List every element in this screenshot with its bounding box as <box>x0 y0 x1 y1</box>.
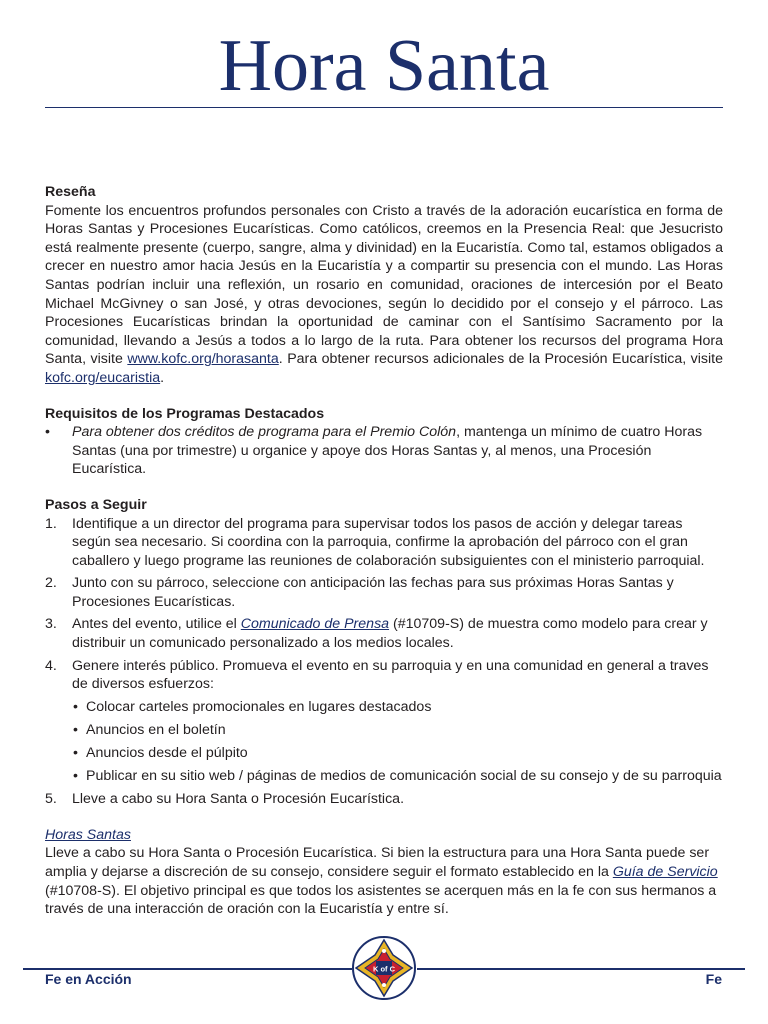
bullet-icon: • <box>73 698 78 715</box>
list-item <box>72 744 723 763</box>
resena-paragraph <box>45 202 723 388</box>
list-item <box>72 721 723 740</box>
step-number: 1. <box>45 515 57 532</box>
step-number: 2. <box>45 575 57 592</box>
resena-text-2: . Para obtener recursos adicionales de la Procesión Eucarística, visite <box>278 351 723 368</box>
list-item <box>45 423 723 479</box>
kofc-emblem-icon <box>351 935 417 1001</box>
step-2 <box>45 574 723 611</box>
step-number: 3. <box>45 616 57 633</box>
requisitos-text: , mantenga un mínimo de cuatro Horas Santas (una por trimestre) u organice y apoye dos Horas Santas y, al menos, una Procesión Eucarística. <box>72 424 703 478</box>
step-4-sublist <box>72 698 723 786</box>
resena-text-3: . <box>160 369 165 386</box>
step-3 <box>45 615 723 652</box>
step-5 <box>45 790 723 809</box>
step-4 <box>45 657 723 786</box>
horas-santas-paragraph <box>45 844 723 918</box>
step-1 <box>45 515 723 571</box>
emblem-text: K of C <box>372 964 396 974</box>
guia-servicio-link[interactable] <box>613 864 718 880</box>
step-text: Identifique a un director del programa para supervisar todos los pasos de acción y delegar tareas según sea necesario. Si coordina con la parroquia, confirme la aprobación del párroco con el gran caballero y luego programe las reuniones de colaboración subsiguientes con el ministerio parroquial. <box>72 515 705 569</box>
horas-santas-text-2: (#10708-S). El objetivo principal es que todos los asistentes se acerquen más en la fe con sus hermanos a través de una interacción de oración con la Eucaristía y entre sí. <box>45 882 717 918</box>
bullet-icon: • <box>73 745 78 762</box>
sub-item-text: Publicar en su sitio web / páginas de medios de comunicación social de su consejo y de su parroquia <box>86 768 722 785</box>
comunicado-link-label: Comunicado de Prensa <box>240 616 390 633</box>
step-text-pre: Antes del evento, utilice el <box>72 616 241 633</box>
horas-santas-text-1: Lleve a cabo su Hora Santa o Procesión Eucarística. Si bien la estructura para una Hora Santa puede ser amplia y dejarse a discreción de su consejo, considere seguir el formato establecido en la <box>45 845 710 880</box>
requisitos-heading: Requisitos de los Programas Destacados <box>45 405 325 422</box>
sub-item-text: Anuncios desde el púlpito <box>86 745 248 762</box>
horas-santas-link[interactable] <box>45 827 131 843</box>
step-text: Lleve a cabo su Hora Santa o Procesión Eucarística. <box>72 791 405 808</box>
requisitos-list <box>45 423 723 479</box>
comunicado-link[interactable] <box>241 616 389 632</box>
pasos-list <box>45 515 723 809</box>
step-text: Genere interés público. Promueva el evento en su parroquia y en una comunidad en general a traves de diversos esfuerzos: <box>72 657 709 693</box>
step-text-post: (#10709-S) de muestra como modelo para crear y distribuir un comunicado personalizado a los medios locales. <box>72 616 708 652</box>
sub-item-text: Anuncios en el boletín <box>86 721 226 738</box>
horasanta-link[interactable]: www.kofc.org/horasanta <box>127 351 279 368</box>
requisitos-italic: Para obtener dos créditos de programa para el Premio Colón <box>72 424 457 441</box>
page-title: Hora Santa <box>218 25 550 107</box>
step-number: 4. <box>45 657 57 674</box>
guia-servicio-label: Guía de Servicio <box>612 864 718 880</box>
eucaristia-link[interactable]: kofc.org/eucaristia <box>45 369 161 386</box>
sub-item-text: Colocar carteles promocionales en lugares destacados <box>86 698 432 715</box>
footer-rule-left <box>23 968 352 970</box>
list-item <box>72 767 723 786</box>
bullet-icon: • <box>45 424 50 441</box>
bullet-icon: • <box>73 768 78 785</box>
footer-left-text: Fe en Acción <box>45 971 132 987</box>
title-divider <box>45 107 723 108</box>
bullet-icon: • <box>73 721 78 738</box>
horas-santas-heading <box>45 826 723 845</box>
list-item <box>72 698 723 717</box>
footer-right-text: Fe <box>705 971 722 987</box>
resena-text-1: Fomente los encuentros profundos personales con Cristo a través de la adoración eucarística en forma de Horas Santas y Procesiones Eucarísticas. Como católicos, creemos en la Presencia Real: que Jesucristo está realmente presente (cuerpo, sangre, alma y divinidad) en la Eucaristía. Como tal, estamos obligados a crecer en nuestro amor hacia Jesús en la Eucaristía y a compartir su presencia con el mundo. Las Horas Santas podrían incluir una reflexión, un rosario en comunidad, oraciones de intercesión por el Beato Michael McGivney o san José, y otras devociones, según lo decidido por el consejo y el párroco. Las Procesiones Eucarísticas brindan la oportunidad de caminar con el Santísimo Sacramento por la comunidad, llevando a Jesús a todos a lo largo de la ruta. Para obtener los recursos del programa Hora Santa, visite <box>45 202 723 368</box>
step-number: 5. <box>45 791 57 808</box>
pasos-heading: Pasos a Seguir <box>45 496 147 513</box>
resena-heading: Reseña <box>45 184 96 200</box>
document-body <box>45 183 723 919</box>
step-text: Junto con su párroco, seleccione con anticipación las fechas para sus próximas Horas Santas y Procesiones Eucarísticas. <box>72 575 674 610</box>
footer-rule-right <box>417 968 745 970</box>
horas-santas-heading-text: Horas Santas <box>45 826 131 843</box>
